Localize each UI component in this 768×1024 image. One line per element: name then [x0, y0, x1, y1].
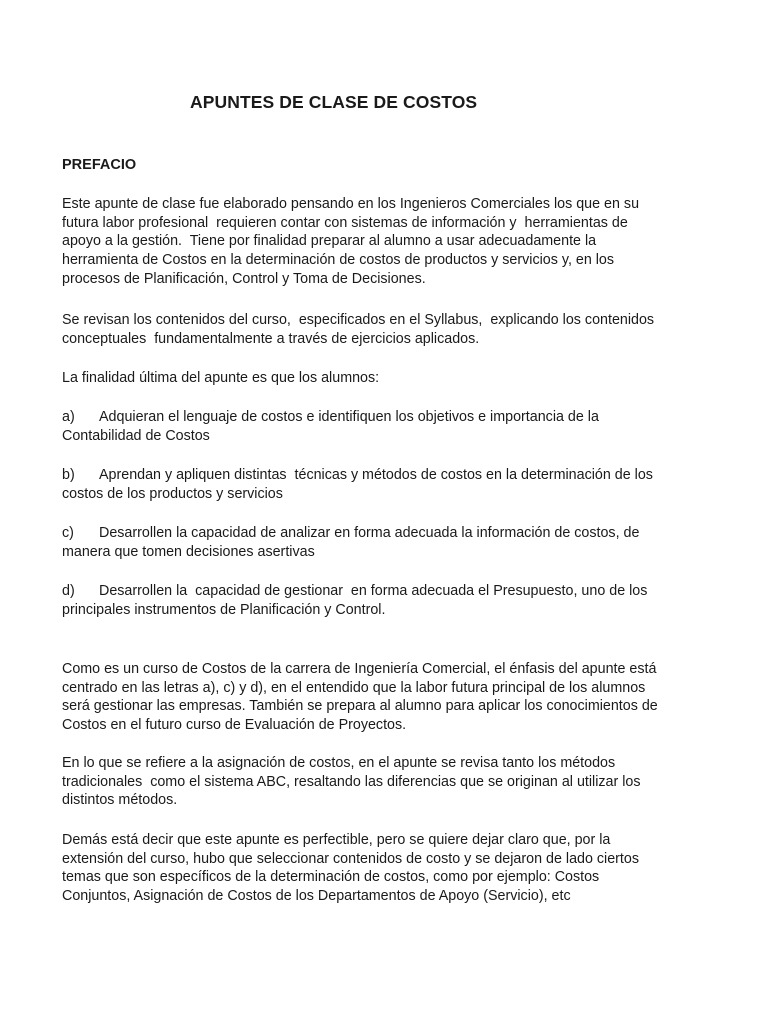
list-item-text: Adquieran el lenguaje de costos e identifiquen los objetivos e importancia de la: [99, 409, 599, 425]
list-item-text: Aprendan y apliquen distintas técnicas y métodos de costos en la determinación de los: [99, 467, 653, 483]
list-marker: c): [62, 525, 74, 541]
text-line: En lo que se refiere a la asignación de costos, en el apunte se revisa tanto los métodos: [62, 755, 616, 771]
text-line: La finalidad última del apunte es que los alumnos:: [62, 370, 380, 386]
paragraph-intro: [62, 195, 722, 289]
text-line: herramienta de Costos en la determinación de costos de productos y servicios y, en los: [62, 252, 615, 269]
list-marker: a): [62, 409, 75, 425]
paragraph-emphasis: [62, 660, 722, 735]
list-item-c: [62, 524, 722, 561]
text-line: Conjuntos, Asignación de Costos de los Departamentos de Apoyo (Servicio), etc: [62, 888, 571, 905]
text-line: será gestionar las empresas. También se prepara al alumno para aplicar los conocimientos de: [62, 698, 658, 715]
text-line: apoyo a la gestión. Tiene por finalidad preparar al alumno a usar adecuadamente la: [62, 233, 597, 250]
text-line: Contabilidad de Costos: [62, 427, 210, 444]
text-line: Se revisan los contenidos del curso, especificados en el Syllabus, explicando los contenidos: [62, 312, 655, 328]
text-line: Demás está decir que este apunte es perfectible, pero se quiere dejar claro que, por la: [62, 832, 611, 848]
text-line: conceptuales fundamentalmente a través de ejercicios aplicados.: [62, 330, 480, 347]
text-line: Como es un curso de Costos de la carrera de Ingeniería Comercial, el énfasis del apunte está: [62, 661, 657, 677]
paragraph-contents: [62, 311, 722, 348]
list-item-d: [62, 582, 722, 619]
list-item-b: [62, 466, 722, 503]
text-line: extensión del curso, hubo que seleccionar contenidos de costo y se dejaron de lado ciertos: [62, 850, 640, 867]
list-item-text: Desarrollen la capacidad de analizar en forma adecuada la información de costos, de: [99, 525, 640, 541]
text-line: procesos de Planificación, Control y Toma de Decisiones.: [62, 270, 426, 287]
text-line: Costos en el futuro curso de Evaluación de Proyectos.: [62, 717, 407, 734]
list-item-text: Desarrollen la capacidad de gestionar en forma adecuada el Presupuesto, uno de los: [99, 583, 648, 599]
paragraph-cost-allocation: [62, 754, 722, 810]
text-line: temas que son específicos de la determinación de costos, como por ejemplo: Costos: [62, 869, 600, 886]
list-marker: d): [62, 583, 75, 599]
list-marker: b): [62, 467, 75, 483]
paragraph-disclaimer: [62, 831, 722, 906]
paragraph-purpose: [62, 369, 722, 388]
section-heading-prefacio: PREFACIO: [62, 157, 137, 173]
text-line: futura labor profesional requieren contar con sistemas de información y herramientas de: [62, 214, 628, 231]
document-title: APUNTES DE CLASE DE COSTOS: [190, 92, 478, 112]
text-line: principales instrumentos de Planificación y Control.: [62, 601, 386, 618]
text-line: centrado en las letras a), c) y d), en el entendido que la labor futura principal de los alumnos: [62, 679, 646, 696]
text-line: Este apunte de clase fue elaborado pensando en los Ingenieros Comerciales los que en su: [62, 196, 640, 212]
text-line: manera que tomen decisiones asertivas: [62, 543, 315, 560]
text-line: tradicionales como el sistema ABC, resaltando las diferencias que se originan al utilizar los: [62, 773, 641, 790]
list-item-a: [62, 408, 722, 445]
text-line: distintos métodos.: [62, 792, 178, 809]
text-line: costos de los productos y servicios: [62, 485, 283, 502]
